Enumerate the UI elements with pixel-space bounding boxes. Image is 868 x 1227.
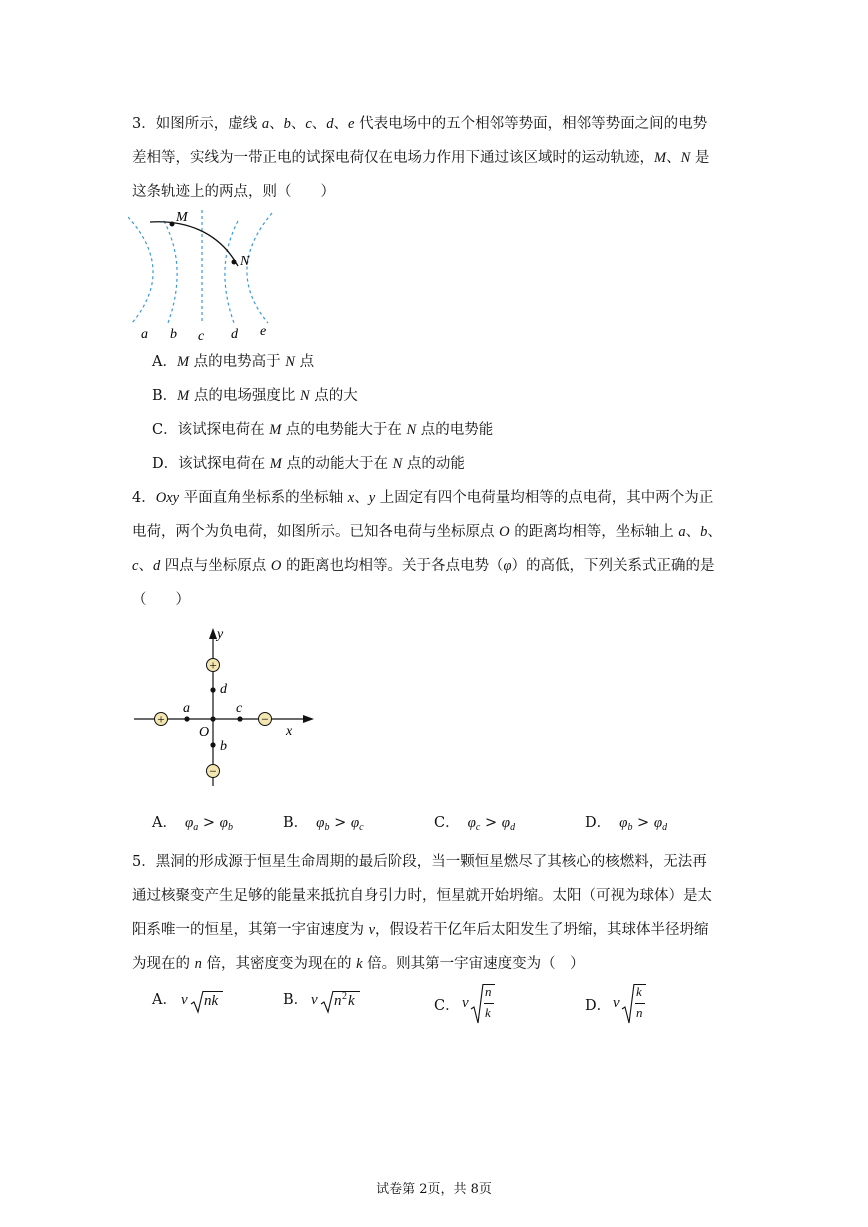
- var-d: d: [326, 116, 334, 132]
- var-c: c: [305, 116, 312, 132]
- subscript: b: [324, 822, 330, 833]
- var-e: e: [348, 116, 355, 132]
- radical-sign: [621, 983, 635, 1025]
- q5-line-2: [132, 886, 712, 906]
- y-axis-arrow: [209, 628, 217, 639]
- option-text: 点的动能大于在: [281, 456, 393, 472]
- sep: 、: [354, 490, 369, 506]
- x-axis-arrow: [303, 715, 314, 723]
- equipotential-e: [247, 213, 272, 323]
- phi: φ: [619, 815, 628, 831]
- option-letter: B．: [283, 992, 309, 1008]
- sep: 、: [333, 116, 349, 132]
- var-N: N: [299, 388, 310, 404]
- q5-text: ，假设若干亿年后太阳发生了坍缩，其球体半径坍缩: [375, 922, 709, 938]
- option-text: 该试探电荷在: [178, 456, 270, 472]
- var-N: N: [392, 456, 403, 472]
- option-letter: D．: [585, 998, 612, 1014]
- label-x: x: [286, 724, 293, 739]
- phi: φ: [219, 815, 228, 831]
- plus-sign: +: [157, 711, 165, 727]
- numerator: k: [636, 984, 642, 999]
- option-text: 点的电势能大于在: [281, 422, 407, 438]
- q3-option-c: [152, 420, 493, 440]
- q4-line-1: [132, 488, 713, 508]
- minus-sign: −: [209, 763, 217, 779]
- option-letter: A．: [152, 815, 177, 831]
- subscript: b: [627, 822, 633, 833]
- option-letter: C．: [434, 815, 460, 831]
- label-a: a: [141, 327, 148, 342]
- q4-text: 四点与坐标原点: [160, 558, 271, 574]
- equipotential-b: [164, 221, 177, 323]
- q4-text: ）的高低，下列关系式正确的是: [511, 558, 715, 574]
- q3-line-1: [132, 114, 707, 134]
- var-N: N: [680, 150, 691, 166]
- q5-text: 倍。则其第一宇宙速度变为（ ）: [362, 956, 585, 972]
- plus-sign: +: [209, 657, 217, 673]
- q3-line-3: [132, 182, 335, 202]
- var-k: k: [356, 956, 363, 972]
- var-y: y: [368, 490, 376, 506]
- q5-option-c: [434, 994, 460, 1018]
- var-b: b: [283, 116, 291, 132]
- q5-line-1: [132, 852, 707, 872]
- option-letter: D．: [152, 456, 179, 472]
- var-M: M: [176, 354, 190, 370]
- positive-charge-left: [155, 712, 168, 727]
- point-d: [210, 687, 215, 692]
- option-text: 该试探电荷在: [177, 422, 270, 438]
- page-footer: 试卷第 2页，共 8页: [376, 1182, 492, 1197]
- q3-text: 这条轨迹上的两点，则（ ）: [132, 184, 335, 200]
- trajectory: [150, 222, 238, 266]
- coef-v: v: [613, 995, 620, 1011]
- label-a: a: [183, 701, 190, 716]
- var-M: M: [269, 456, 282, 472]
- operator: >: [198, 815, 220, 831]
- phi: φ: [653, 815, 663, 831]
- negative-charge-bottom: [207, 764, 220, 779]
- q4-option-a: [152, 811, 233, 840]
- q4-line-2: [132, 522, 722, 542]
- q4-text: 的距离也均相等。关于各点电势（: [281, 558, 504, 574]
- q4-text: 电荷，两个为负电荷，如图所示。已知各电荷与坐标原点: [132, 524, 500, 540]
- sep: 、: [666, 150, 681, 166]
- var-M: M: [177, 388, 190, 404]
- option-letter: C．: [152, 422, 178, 438]
- sep: 、: [685, 524, 701, 540]
- coef-v: v: [181, 992, 188, 1008]
- option-letter: B．: [283, 815, 309, 831]
- denominator: k: [485, 1005, 491, 1020]
- option-text: 点的电势高于: [189, 354, 286, 370]
- subscript: d: [510, 822, 516, 833]
- point-M: [170, 222, 175, 227]
- option-letter: D．: [585, 815, 612, 831]
- operator: >: [329, 815, 351, 831]
- q3-option-d: [152, 454, 465, 474]
- var-v: v: [368, 922, 376, 938]
- phi: φ: [467, 815, 476, 831]
- label-d: d: [231, 327, 238, 342]
- vinculum: [203, 991, 223, 992]
- operator: >: [632, 815, 654, 831]
- q4-number: 4．: [132, 490, 156, 506]
- label-O: O: [199, 725, 210, 740]
- sep: 、: [269, 116, 284, 132]
- q4-text: 上固定有四个电荷量均相等的点电荷，其中两个为正: [375, 490, 714, 506]
- option-letter: B．: [152, 388, 178, 404]
- sep: 、: [707, 524, 722, 540]
- var-d: d: [152, 558, 161, 574]
- phi: φ: [184, 815, 194, 831]
- label-c: c: [236, 701, 243, 716]
- var-n: n: [194, 956, 202, 972]
- coef-v: v: [311, 992, 318, 1008]
- phi: φ: [350, 815, 360, 831]
- operator: >: [480, 815, 502, 831]
- q4-text: （ ）: [132, 592, 190, 608]
- subscript: c: [359, 822, 364, 833]
- q5-option-b: [283, 988, 308, 1012]
- phi: φ: [316, 815, 325, 831]
- q3-text: 差相等，实线为一带正电的试探电荷仅在电场力作用下通过该区域时的运动轨迹，: [132, 150, 654, 166]
- coef-v: v: [462, 995, 469, 1011]
- exponent: 2: [342, 991, 347, 1002]
- var-x: x: [347, 490, 355, 506]
- fraction-bar: [635, 1003, 645, 1004]
- radicand-n: n: [334, 993, 342, 1009]
- q3-option-a: [152, 352, 314, 372]
- var-b: b: [700, 524, 708, 540]
- equipotential-a: [128, 217, 153, 323]
- q5-text: 黑洞的形成源于恒星生命周期的最后阶段，当一颗恒星燃尽了其核心的核燃料，无法再: [155, 854, 707, 870]
- var-O: O: [499, 524, 510, 540]
- denominator: n: [636, 1005, 643, 1020]
- var-phi: φ: [503, 558, 512, 574]
- equipotential-d: [225, 221, 238, 323]
- point-a: [184, 716, 189, 721]
- var-M: M: [654, 150, 667, 166]
- q3-text: 如图所示，虚线: [155, 116, 262, 132]
- option-text: 点的电场强度比: [189, 388, 300, 404]
- option-letter: C．: [434, 998, 460, 1014]
- label-y: y: [217, 627, 224, 642]
- q4-coordinate-figure: [128, 622, 328, 792]
- q4-option-b: [283, 811, 364, 840]
- option-text: 点的大: [309, 388, 358, 404]
- sep: 、: [138, 558, 153, 574]
- label-N: N: [240, 254, 250, 269]
- q5-text: 倍，其密度变为现在的: [201, 956, 357, 972]
- option-letter: A．: [152, 992, 177, 1008]
- label-d: d: [220, 682, 227, 697]
- minus-sign: −: [261, 711, 269, 727]
- subscript: d: [662, 822, 668, 833]
- var-N: N: [285, 354, 295, 370]
- q5-option-a: [152, 988, 177, 1012]
- q3-equipotential-figure: [128, 205, 288, 345]
- label-b: b: [170, 327, 177, 342]
- fraction-bar: [484, 1003, 494, 1004]
- q3-line-2: [132, 148, 709, 168]
- radicand-k: k: [348, 993, 355, 1009]
- q4-line-3: [132, 556, 715, 576]
- radicand: nk: [204, 993, 219, 1009]
- var-a: a: [261, 116, 270, 132]
- var-Oxy: Oxy: [155, 490, 180, 506]
- negative-charge-right: [259, 712, 272, 727]
- point-N: [232, 260, 237, 265]
- q3-number: 3．: [132, 116, 156, 132]
- point-b: [210, 742, 215, 747]
- radical-sign: [470, 983, 484, 1025]
- subscript: c: [475, 822, 481, 833]
- option-letter: A．: [152, 354, 177, 370]
- subscript: b: [227, 822, 233, 833]
- label-M: M: [176, 210, 188, 225]
- radical-sign: [190, 990, 204, 1014]
- label-e: e: [260, 324, 267, 339]
- subscript: a: [193, 822, 199, 833]
- radical-sign: [320, 990, 334, 1014]
- origin-point: [210, 716, 215, 721]
- var-a: a: [678, 524, 686, 540]
- sep: 、: [311, 116, 327, 132]
- q4-text: 的距离均相等，坐标轴上: [509, 524, 679, 540]
- label-b: b: [220, 739, 227, 754]
- q5-line-4: [132, 954, 585, 974]
- q5-option-c-expr: [462, 982, 502, 1026]
- var-O: O: [270, 558, 282, 574]
- q3-text: 代表电场中的五个相邻等势面，相邻等势面之间的电势: [354, 116, 708, 132]
- positive-charge-top: [207, 658, 220, 673]
- var-c: c: [132, 558, 139, 574]
- option-text: 点: [294, 354, 315, 370]
- q4-option-d: [585, 811, 667, 840]
- q4-option-c: [434, 811, 515, 840]
- point-c: [237, 716, 242, 721]
- phi: φ: [501, 815, 511, 831]
- q4-line-4: [132, 590, 190, 610]
- var-M: M: [269, 422, 282, 438]
- q5-text: 通过核聚变产生足够的能量来抵抗自身引力时，恒星就开始坍缩。太阳（可视为球体）是太: [132, 888, 712, 904]
- numerator: n: [485, 984, 492, 999]
- q5-option-d-expr: [613, 982, 653, 1026]
- option-text: 点的电势能: [416, 422, 494, 438]
- q5-number: 5．: [132, 854, 156, 870]
- var-N: N: [406, 422, 417, 438]
- q5-text: 为现在的: [132, 956, 195, 972]
- label-c: c: [198, 329, 205, 344]
- q3-option-b: [152, 386, 358, 406]
- q3-text: 是: [690, 150, 710, 166]
- q5-option-d: [585, 994, 611, 1018]
- q5-text: 阳系唯一的恒星，其第一宇宙速度为: [132, 922, 369, 938]
- option-text: 点的动能: [402, 456, 465, 472]
- sep: 、: [290, 116, 306, 132]
- q4-text: 平面直角坐标系的坐标轴: [179, 490, 348, 506]
- q5-line-3: [132, 920, 709, 940]
